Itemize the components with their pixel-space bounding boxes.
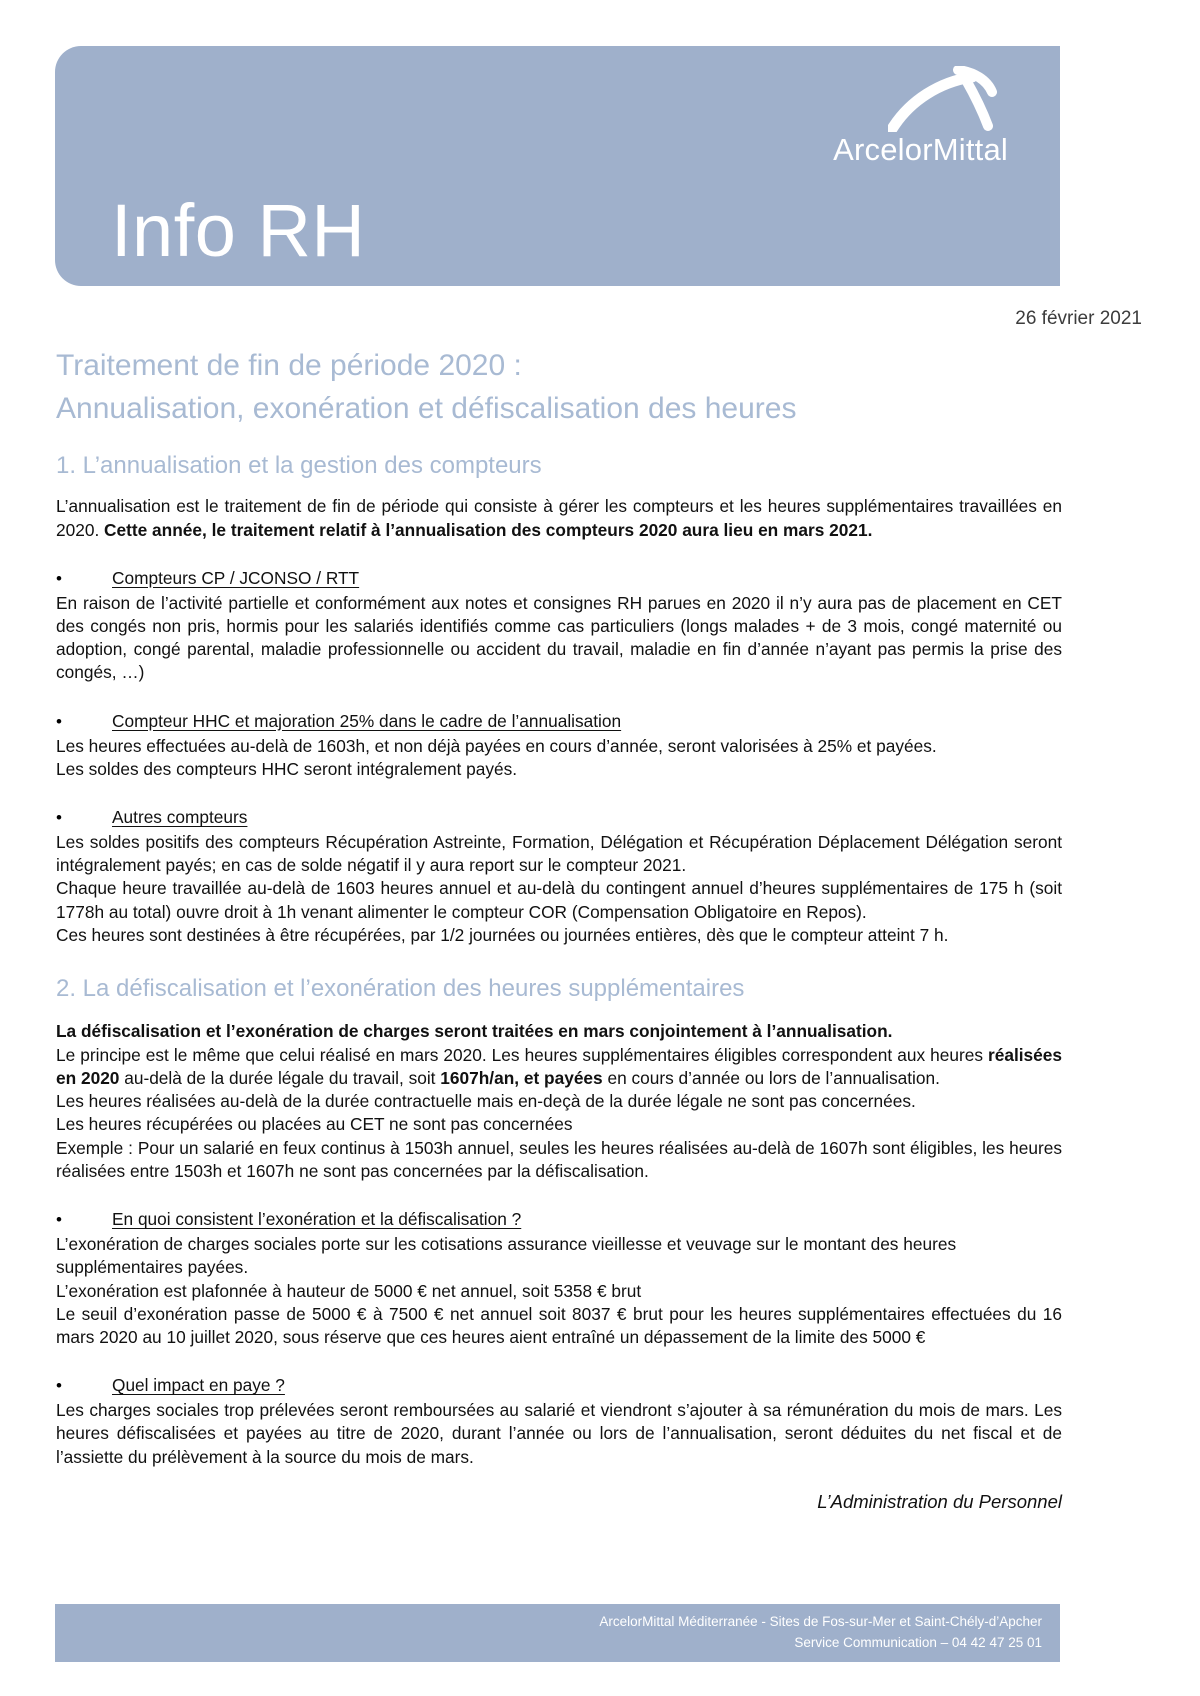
bullet-quel-impact-en-paye: [56, 1374, 1062, 1398]
section-1-bullet-2-line2: Chaque heure travaillée au-delà de 1603 heures annuel et au-delà du contingent annuel d’heures supplémentaires de 175 h (soit 1778h au total) ouvre droit à 1h venant alimenter le compteur COR (Compensation Obligatoire en Repos).: [56, 878, 1062, 922]
section-1-heading: 1. L’annualisation et la gestion des compteurs: [56, 452, 542, 480]
section-2-lead-bold: La défiscalisation et l’exonération de charges seront traitées en mars conjointement à l’annualisation.: [56, 1021, 893, 1042]
section-2-lead: [56, 1020, 1062, 1043]
bullet-autres-compteurs: [56, 806, 1062, 830]
bullet-label-compteurs-cp: Compteurs CP / JCONSO / RTT: [112, 567, 360, 588]
section-1-intro: [56, 495, 1062, 542]
header-banner: [55, 46, 1060, 286]
bullet-marker-icon: •: [56, 568, 62, 588]
bullet-label-en-quoi-consistent: En quoi consistent l’exonération et la défiscalisation ?: [112, 1209, 522, 1230]
document-title-line2: Annualisation, exonération et défiscalisation des heures: [56, 391, 797, 425]
bullet-compteur-hhc: [56, 710, 1062, 734]
bullet-label-autres-compteurs: Autres compteurs: [112, 807, 248, 828]
bullet-marker-icon: •: [56, 1210, 62, 1230]
footer-line-1: ArcelorMittal Méditerranée - Sites de Fos-sur-Mer et Saint-Chély-d’Apcher: [599, 1614, 1042, 1629]
document-title: [56, 345, 1062, 430]
bullet-label-compteur-hhc: Compteur HHC et majoration 25% dans le cadre de l’annualisation: [112, 710, 622, 731]
bullet-compteurs-cp: [56, 567, 1062, 591]
section-1-bullet-2-line3: Ces heures sont destinées à être récupérées, par 1/2 journées ou journées entières, dès que le compteur atteint 7 h.: [56, 924, 949, 945]
section-1-bullet-2-line1: Les soldes positifs des compteurs Récupération Astreinte, Formation, Délégation et Récupération Déplacement Délégation seront intégralement payés; en cas de solde négatif il y aura report sur le compteur 2021.: [56, 831, 1062, 876]
section-2-bullet-0-line1: L’exonération de charges sociales porte sur les cotisations assurance vieillesse et veuvage sur le montant des heures supplémentaires payées.: [56, 1234, 957, 1278]
section-2-para-c: Les heures récupérées ou placées au CET ne sont pas concernées: [56, 1114, 573, 1135]
section-2-para-a: [56, 1044, 1062, 1091]
section-2-para-a-part3: en cours d’année ou lors de l’annualisation.: [602, 1067, 940, 1088]
page-title: Info RH: [111, 189, 366, 272]
bullet-marker-icon: •: [56, 1376, 62, 1396]
section-2-bullet-0-line2: L’exonération est plafonnée à hauteur de 5000 € net annuel, soit 5358 € brut: [56, 1280, 642, 1301]
document-date: 26 février 2021: [1015, 308, 1142, 329]
bullet-marker-icon: •: [56, 808, 62, 828]
bullet-marker-icon: •: [56, 711, 62, 731]
footer-text: [599, 1612, 1042, 1654]
section-2-para-a-bold2: 1607h/an, et payées: [440, 1067, 603, 1088]
section-2-para-a-part2: au-delà de la durée légale du travail, soit: [119, 1067, 441, 1088]
section-2-bullet-0-line3: Le seuil d’exonération passe de 5000 € à 7500 € net annuel soit 8037 € brut pour les heures supplémentaires effectuées du 16 mars 2020 au 10 juillet 2020, sous réserve que ces heures aient entraîné un dépassement de la limite des 5000 €: [56, 1303, 1062, 1347]
section-2-para-b: Les heures réalisées au-delà de la durée contractuelle mais en-deçà de la durée légale ne sont pas concernées.: [56, 1091, 916, 1112]
section-2-para-a-bold1: réalisées en 2020: [56, 1044, 1062, 1088]
signature: L’Administration du Personnel: [817, 1490, 1062, 1512]
section-2-bullet-1-line1: Les charges sociales trop prélevées seront remboursées au salarié et viendront s’ajouter à sa rémunération du mois de mars. Les heures défiscalisées et payées au titre de 2020, durant l’année ou lors de l’annualisation, seront déduites du net fiscal et de l’assiette du prélèvement à la source du mois de mars.: [56, 1400, 1062, 1467]
bullet-en-quoi-consistent: [56, 1208, 1062, 1232]
brand-logo: [758, 66, 1008, 165]
section-1-bullet-0-body: En raison de l’activité partielle et conformément aux notes et consignes RH parues en 2020 il n’y aura pas de placement en CET des congés non pris, hormis pour les salariés identifiés comme cas particuliers (longs malades + de 3 mois, congé maternité ou adoption, congé parental, maladie professionnelle ou accident du travail, maladie en fin d’année n’ayant pas permis la prise des congés, …): [56, 592, 1062, 683]
bullet-label-quel-impact-en-paye: Quel impact en paye ?: [112, 1375, 285, 1396]
section-2-heading: 2. La défiscalisation et l’exonération des heures supplémentaires: [56, 975, 745, 1003]
section-1-bullet-1-line2: Les soldes des compteurs HHC seront intégralement payés.: [56, 758, 518, 779]
section-1-bullet-1-line1: Les heures effectuées au-delà de 1603h, et non déjà payées en cours d’année, seront valorisées à 25% et payées.: [56, 735, 937, 756]
arcelormittal-arc-logo-icon: [888, 66, 1004, 132]
footer-banner: [55, 1604, 1060, 1662]
section-1-intro-bold: Cette année, le traitement relatif à l’annualisation des compteurs 2020 aura lieu en mars 2021.: [104, 519, 873, 540]
footer-line-2: Service Communication – 04 42 47 25 01: [794, 1634, 1042, 1650]
section-2-para-a-part1: Le principe est le même que celui réalisé en mars 2020. Les heures supplémentaires éligibles correspondent aux heures: [56, 1044, 988, 1065]
section-1-intro-plain: L’annualisation est le traitement de fin de période qui consiste à gérer les compteurs et les heures supplémentaires travaillées en 2020.: [56, 496, 1062, 540]
section-2-para-d: Exemple : Pour un salarié en feux continus à 1503h annuel, seules les heures réalisées au-delà de 1607h sont éligibles, les heures réalisées entre 1503h et 1607h ne sont pas concernées par la défiscalisation.: [56, 1137, 1062, 1181]
document-title-line1: Traitement de fin de période 2020 :: [56, 349, 522, 382]
document-body: [56, 345, 1062, 1513]
brand-name: ArcelorMittal: [833, 132, 1008, 167]
